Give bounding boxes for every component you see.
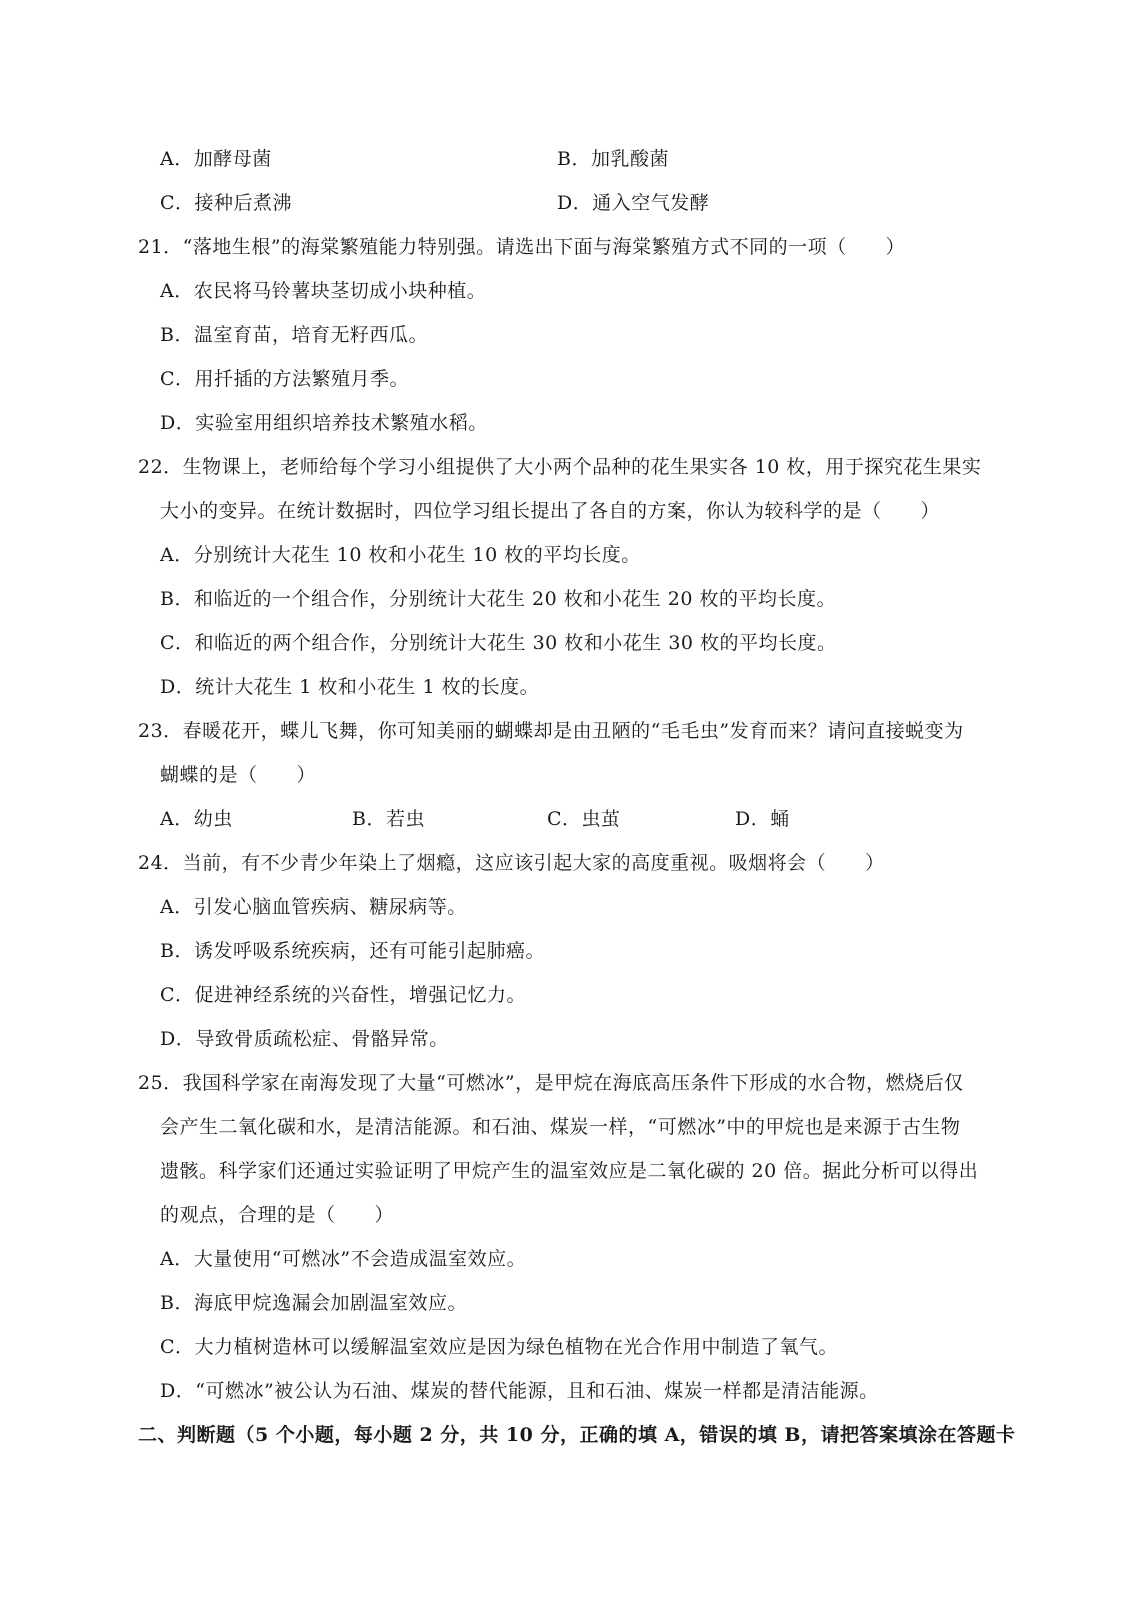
q20-option-b: B．加乳酸菌 [557, 148, 669, 170]
q21-option-b: B．温室育苗，培育无籽西瓜。 [160, 324, 428, 346]
q20-option-a: A．加酵母菌 [160, 148, 272, 170]
q23-stem-line1: 23．春暖花开，蝶儿飞舞，你可知美丽的蝴蝶却是由丑陋的“毛毛虫”发育而来？请问直接蜕变为 [138, 720, 964, 742]
q21-option-c: C．用扦插的方法繁殖月季。 [160, 368, 410, 390]
q22-option-a: A．分别统计大花生 10 枚和小花生 10 枚的平均长度。 [160, 544, 641, 566]
q23-option-a: A．幼虫 [160, 808, 233, 830]
q23-option-b: B．若虫 [352, 808, 425, 830]
q24-stem: 24．当前，有不少青少年染上了烟瘾，这应该引起大家的高度重视。吸烟将会（ ） [138, 852, 885, 874]
q22-option-b: B．和临近的一个组合作，分别统计大花生 20 枚和小花生 20 枚的平均长度。 [160, 588, 836, 610]
q24-option-b: B．诱发呼吸系统疾病，还有可能引起肺癌。 [160, 940, 545, 962]
q23-stem-line2: 蝴蝶的是（ ） [160, 764, 317, 786]
q22-stem-line2: 大小的变异。在统计数据时，四位学习组长提出了各自的方案，你认为较科学的是（ ） [160, 500, 941, 522]
q25-option-a: A．大量使用“可燃冰”不会造成温室效应。 [160, 1248, 527, 1270]
section-heading-judgment: 二、判断题（5 个小题，每小题 2 分，共 10 分，正确的填 A，错误的填 B，请把答案填涂在答题卡 [138, 1424, 1016, 1446]
q25-stem-line2: 会产生二氧化碳和水，是清洁能源。和石油、煤炭一样，“可燃冰”中的甲烷也是来源于古生物 [160, 1116, 961, 1138]
q24-option-a: A．引发心脑血管疾病、糖尿病等。 [160, 896, 467, 918]
q25-option-c: C．大力植树造林可以缓解温室效应是因为绿色植物在光合作用中制造了氧气。 [160, 1336, 839, 1358]
q22-option-d: D．统计大花生 1 枚和小花生 1 枚的长度。 [160, 676, 540, 698]
q23-option-c: C．虫茧 [547, 808, 621, 830]
q20-option-d: D．通入空气发酵 [557, 192, 710, 214]
q21-option-a: A．农民将马铃薯块茎切成小块种植。 [160, 280, 487, 302]
q20-option-c: C．接种后煮沸 [160, 192, 293, 214]
q23-option-d: D．蛹 [735, 808, 790, 830]
q25-option-d: D．“可燃冰”被公认为石油、煤炭的替代能源，且和石油、煤炭一样都是清洁能源。 [160, 1380, 879, 1402]
q24-option-c: C．促进神经系统的兴奋性，增强记忆力。 [160, 984, 527, 1006]
q25-option-b: B．海底甲烷逸漏会加剧温室效应。 [160, 1292, 467, 1314]
q22-option-c: C．和临近的两个组合作，分别统计大花生 30 枚和小花生 30 枚的平均长度。 [160, 632, 837, 654]
q21-stem: 21．“落地生根”的海棠繁殖能力特别强。请选出下面与海棠繁殖方式不同的一项（ ） [138, 236, 906, 258]
q25-stem-line1: 25．我国科学家在南海发现了大量“可燃冰”，是甲烷在海底高压条件下形成的水合物，燃烧后仅 [138, 1072, 964, 1094]
q24-option-d: D．导致骨质疏松症、骨骼异常。 [160, 1028, 449, 1050]
q22-stem-line1: 22．生物课上，老师给每个学习小组提供了大小两个品种的花生果实各 10 枚，用于探究花生果实 [138, 456, 982, 478]
q25-stem-line3: 遗骸。科学家们还通过实验证明了甲烷产生的温室效应是二氧化碳的 20 倍。据此分析可以得出 [160, 1160, 979, 1182]
q25-stem-line4: 的观点，合理的是（ ） [160, 1204, 395, 1226]
q21-option-d: D．实验室用组织培养技术繁殖水稻。 [160, 412, 488, 434]
